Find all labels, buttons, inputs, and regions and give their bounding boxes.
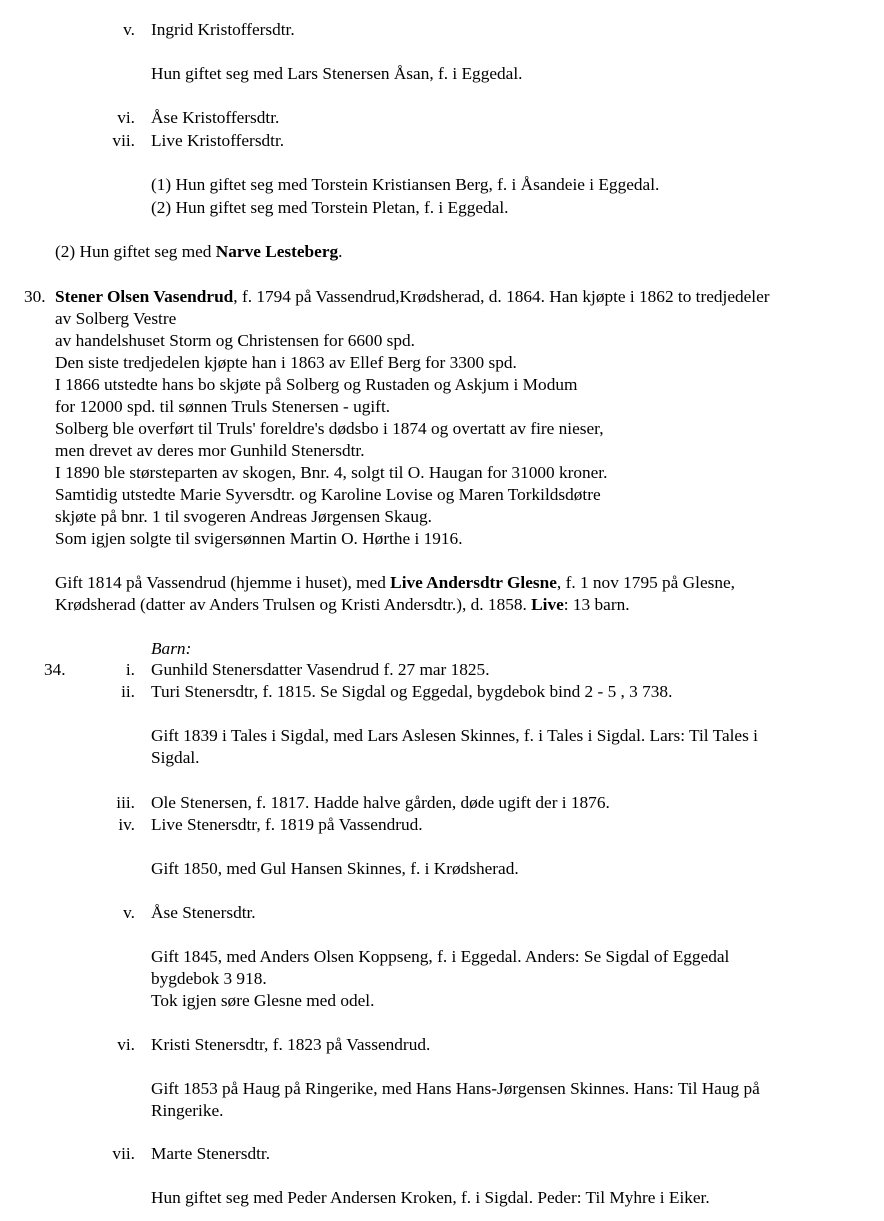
bio-line: Samtidig utstedte Marie Syversdtr. og Karoline Lovise og Maren Torkildsdøtre	[55, 485, 601, 504]
bio-line: Solberg ble overført til Truls' foreldre's dødsbo i 1874 og overtatt av fire nieser,	[55, 419, 604, 438]
bio-line: I 1890 ble størsteparten av skogen, Bnr. 4, solgt til O. Haugan for 31000 kroner.	[55, 463, 608, 482]
child-entry: Marte Stenersdtr.	[151, 1144, 271, 1163]
child-numeral: iii.	[116, 793, 135, 812]
child-entry: Ole Stenersen, f. 1817. Hadde halve gården, døde ugift der i 1876.	[151, 793, 610, 812]
child-note: (2) Hun giftet seg med Torstein Pletan, f. i Eggedal.	[151, 198, 509, 217]
child-numeral: i.	[125, 660, 135, 679]
child-note: Gift 1850, med Gul Hansen Skinnes, f. i Krødsherad.	[151, 859, 519, 878]
bio-line: for 12000 spd. til sønnen Truls Stenersen - ugift.	[55, 397, 391, 416]
bio-line: Som igjen solgte til svigersønnen Martin O. Hørthe i 1916.	[55, 529, 463, 548]
child-numeral: vi.	[117, 108, 135, 127]
child-note: Gift 1853 på Haug på Ringerike, med Hans Hans-Jørgensen Skinnes. Hans: Til Haug på	[151, 1079, 760, 1098]
child-entry: Live Stenersdtr, f. 1819 på Vassendrud.	[151, 815, 423, 834]
child-entry: Gunhild Stenersdatter Vasendrud f. 27 mar 1825.	[151, 660, 490, 679]
bio-line: men drevet av deres mor Gunhild Stenersdtr.	[55, 441, 365, 460]
bio-line: I 1866 utstedte hans bo skjøte på Solberg og Rustaden og Askjum i Modum	[55, 375, 578, 394]
child-name: Åse Kristoffersdtr.	[151, 108, 280, 127]
child-numeral: vii.	[112, 131, 135, 150]
child-numeral: v.	[123, 903, 135, 922]
child-entry: Åse Stenersdtr.	[151, 903, 256, 922]
marriage-line: Gift 1814 på Vassendrud (hjemme i huset), med Live Andersdtr Glesne, f. 1 nov 1795 på Glesne,	[55, 573, 735, 592]
spouse-name: Narve Lesteberg	[215, 242, 339, 261]
child-numeral: ii.	[121, 682, 135, 701]
child-note: Gift 1839 i Tales i Sigdal, med Lars Aslesen Skinnes, f. i Tales i Sigdal. Lars: Til Tales i	[151, 726, 758, 745]
spouse-name: Live Andersdtr Glesne	[390, 573, 557, 592]
bio-line: av Solberg Vestre	[55, 309, 177, 328]
child-note: Gift 1845, med Anders Olsen Koppseng, f. i Eggedal. Anders: Se Sigdal of Eggedal	[151, 947, 730, 966]
bio-line: av handelshuset Storm og Christensen for 6600 spd.	[55, 331, 415, 350]
child-note: bygdebok 3 918.	[151, 969, 267, 988]
person-header: Stener Olsen Vasendrud, f. 1794 på Vassendrud,Krødsherad, d. 1864. Han kjøpte i 1862 to tredjedeler	[55, 287, 770, 306]
child-entry: Turi Stenersdtr, f. 1815. Se Sigdal og Eggedal, bygdebok bind 2 - 5 , 3 738.	[151, 682, 673, 701]
bio-line: Den siste tredjedelen kjøpte han i 1863 av Ellef Berg for 3300 spd.	[55, 353, 517, 372]
person-number: 30.	[24, 287, 46, 306]
child-note: Ringerike.	[151, 1101, 224, 1120]
child-note: Hun giftet seg med Lars Stenersen Åsan, f. i Eggedal.	[151, 64, 523, 83]
children-header: Barn:	[151, 639, 192, 658]
live-label: Live	[531, 595, 564, 614]
marriage-line: Krødsherad (datter av Anders Trulsen og Kristi Andersdtr.), d. 1858. Live: 13 barn.	[55, 595, 630, 614]
child-note: Sigdal.	[151, 748, 200, 767]
child-note: (1) Hun giftet seg med Torstein Kristiansen Berg, f. i Åsandeie i Eggedal.	[151, 175, 660, 194]
second-marriage: (2) Hun giftet seg med Narve Lesteberg.	[55, 242, 343, 261]
child-note: Hun giftet seg med Peder Andersen Kroken, f. i Sigdal. Peder: Til Myhre i Eiker.	[151, 1188, 710, 1207]
person-name: Stener Olsen Vasendrud	[55, 287, 234, 306]
child-name: Ingrid Kristoffersdtr.	[151, 20, 295, 39]
child-numeral: vi.	[117, 1035, 135, 1054]
child-numeral: iv.	[118, 815, 135, 834]
child-numeral: v.	[123, 20, 135, 39]
child-ref-number: 34.	[44, 660, 66, 679]
child-name: Live Kristoffersdtr.	[151, 131, 285, 150]
child-entry: Kristi Stenersdtr, f. 1823 på Vassendrud.	[151, 1035, 431, 1054]
bio-line: skjøte på bnr. 1 til svogeren Andreas Jørgensen Skaug.	[55, 507, 432, 526]
child-numeral: vii.	[112, 1144, 135, 1163]
child-note: Tok igjen søre Glesne med odel.	[151, 991, 375, 1010]
